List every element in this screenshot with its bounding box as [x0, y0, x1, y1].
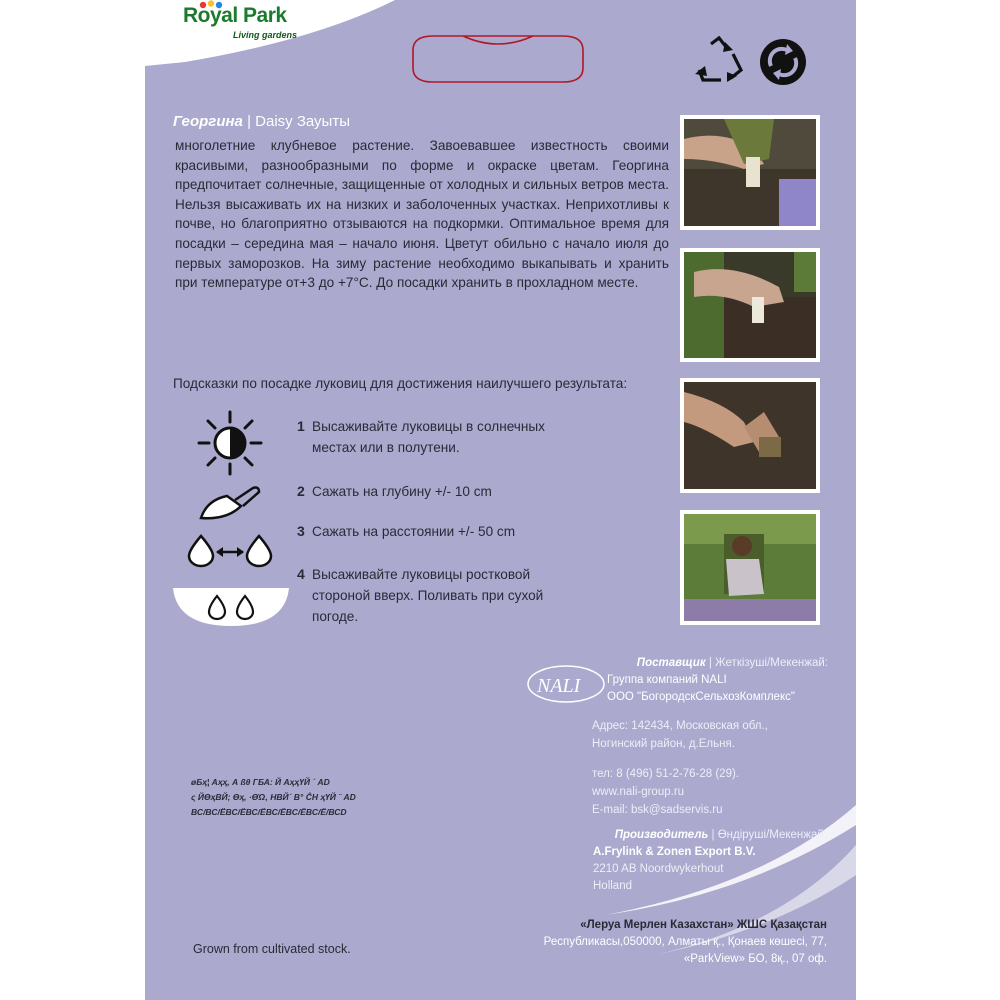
- distributor-line1: «Леруа Мерлен Казахстан» ЖШС Қазақстан: [580, 919, 827, 931]
- tip-1-text: [312, 416, 545, 458]
- planting-photo-2: [680, 248, 820, 362]
- nali-logo: [525, 660, 607, 706]
- product-name: Георгина: [173, 113, 243, 130]
- grown-note: Grown from cultivated stock.: [193, 942, 351, 956]
- supplier-label-line: [605, 655, 828, 672]
- planting-photo-3: [680, 378, 820, 493]
- supplier-label-rest: | Жеткізуші/Мекенжай:: [708, 657, 828, 669]
- green-dot-icon: [757, 36, 809, 88]
- product-description: многолетние клубневое растение. Завоевавшее известность своими красивыми, разнообразными по форме и окраске цветам. Георгина предпочитает солнечные, защищенные от холодных и сильных ветров места. Нельзя высаживать их на низких и заболоченных участках. Неприхотливы к почве, но благоприятно отзываются на подкормки. Оптимальное время для посадки – середина мая – начало июня. Цветут обильно с начало июля до первых заморозков. На зиму растение необходимо выкапывать и хранить при температуре от+3 до +7°С. До посадки хранить в прохладном месте.: [175, 138, 669, 291]
- seed-package-back: [145, 0, 856, 1000]
- product-name-kz: Daisy Зауыты: [255, 113, 350, 130]
- supplier-label: Поставщик: [636, 657, 706, 669]
- trowel-icon: [197, 484, 263, 524]
- supplier-email: E-mail: bsk@sadservis.ru: [592, 804, 723, 816]
- tip-number: 1: [297, 418, 305, 434]
- tip-number: 2: [297, 483, 305, 499]
- producer-label: Производитель: [614, 829, 709, 841]
- producer-label-rest: | Өндіруші/Мекенжай:: [711, 829, 827, 841]
- hanging-hole: [403, 30, 593, 88]
- brand-name: Royal Park: [183, 4, 287, 27]
- tip-4-line1: Высаживайте луковицы ростковой: [312, 567, 531, 582]
- producer-line1: A.Frylink & Zonen Export B.V.: [593, 846, 756, 858]
- distributor-line3: «ParkView» БО, 8қ., 07 оф.: [683, 953, 827, 965]
- supplier-address2: Ногинский район, д.Ельня.: [592, 738, 735, 750]
- tip-1-line1: Высаживайте луковицы в солнечных: [312, 419, 545, 434]
- tip-number: 4: [297, 566, 305, 582]
- producer-line2: 2210 AB Noordwykerhout: [593, 863, 724, 875]
- tip-2-line1: Сажать на глубину +/- 10 cm: [312, 484, 492, 499]
- bulbs-in-soil-icon: [173, 588, 289, 628]
- product-title: [173, 113, 350, 130]
- supplier-phone: тел: 8 (496) 51-2-76-28 (29).: [592, 768, 739, 780]
- royal-park-logo: [145, 0, 405, 60]
- supplier-line2: ООО "БогородскСельхозКомплекс": [607, 691, 795, 703]
- tip-3-text: [312, 521, 515, 542]
- tip-number: 3: [297, 523, 305, 539]
- distributor-line2: Республикасы,050000, Алматы қ., Қонаев көшесі, 77,: [543, 936, 827, 948]
- supplier-address: [592, 717, 768, 753]
- supplier-line1: Группа компаний NALI: [607, 674, 727, 686]
- producer-block: [565, 827, 827, 895]
- planting-photo-4: [680, 510, 820, 625]
- planting-photo-1: [680, 115, 820, 230]
- supplier-address1: Адрес: 142434, Московская обл.,: [592, 720, 768, 732]
- bulb-spacing-icon: [185, 532, 275, 568]
- garbled-line1: øБҳ¦ Аҳҳ, А ßθ ГБА: Й АҳҳҮЙ ´ АD: [191, 777, 330, 787]
- tip-2-text: [312, 481, 492, 502]
- tips-heading: Подсказки по посадке луковиц для достижения наилучшего результата:: [173, 376, 628, 391]
- brand-tagline: Living gardens: [233, 30, 298, 40]
- tip-3-line1: Сажать на расстоянии +/- 50 cm: [312, 524, 516, 539]
- recycle-icon: [693, 34, 745, 86]
- garbled-line2: ς ЙӨҳВЙ; Өҳ, ·ӨΏ, НВЙ´ В° ĈН ҳҮЙ ¨ АD: [191, 792, 356, 802]
- supplier-web: www.nali-group.ru: [592, 786, 685, 798]
- sun-half-shade-icon: [195, 408, 265, 478]
- tip-4-text: [312, 564, 543, 627]
- garbled-text: [191, 775, 356, 820]
- tip-4-line3: погоде.: [312, 609, 359, 624]
- producer-label-line: [565, 827, 827, 844]
- producer-line3: Holland: [593, 880, 632, 892]
- garbled-line3: ВС/ВС/ЁВС/ЁВС/ЁВС/ЁВС/ЁВС/Ё/ВСD: [191, 807, 347, 817]
- tip-1-line2: местах или в полутени.: [312, 440, 460, 455]
- title-separator: |: [247, 113, 251, 130]
- nali-logo-text: NALI: [537, 675, 581, 697]
- distributor-block: [375, 917, 827, 968]
- supplier-block: [605, 655, 828, 706]
- tip-4-line2: стороной вверх. Поливать при сухой: [312, 588, 544, 603]
